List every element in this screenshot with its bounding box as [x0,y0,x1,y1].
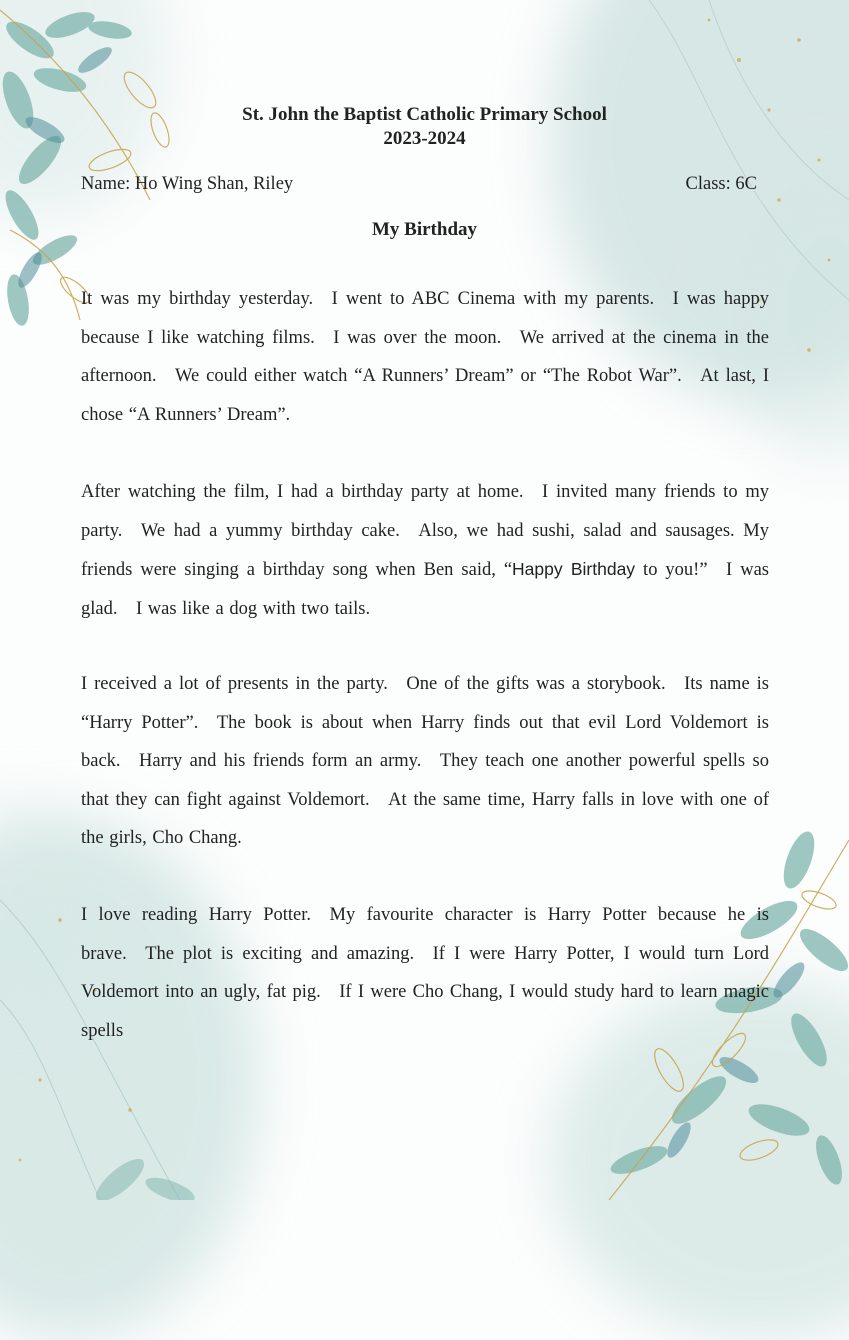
essay-paragraph-3: I received a lot of presents in the party. One of the gifts was a storybook. Its name is “Harry Potter”. The book is about when Harry finds out that evil Lord Voldemort is back. Harry and his friends form an army. They teach one another powerful spells so that they can fight against Voldemort. At the same time, Harry falls in love with one of the girls, Cho Chang. [81,674,769,848]
essay-title: My Birthday [371,219,478,240]
school-year: 2023-2024 [383,128,466,149]
highlighted-phrase: Happy Birthday [512,559,636,579]
paragraph-2-text: After watching the film, I had a birthday party at home. I invited many friends to my party. We had a yummy birthday cake. Also, we had sushi, salad and sausages. My friends were singing a birthday song when Ben said, “ [81,482,769,580]
student-class: Class: 6C [685,174,757,194]
school-name: St. John the Baptist Catholic Primary School [242,104,607,125]
student-name: Name: Ho Wing Shan, Riley [81,174,294,194]
school-header [0,103,849,151]
essay-paragraph-1: It was my birthday yesterday. I went to ABC Cinema with my parents. I was happy because I like watching films. I was over the moon. We arrived at the cinema in the afternoon. We could either watch “A Runners’ Dream” or “The Robot War”. At last, I chose “A Runners’ Dream”. [81,289,769,425]
essay-paragraph-2 [81,473,769,628]
essay-paragraph-4: I love reading Harry Potter. My favourite character is Harry Potter because he is brave. The plot is exciting and amazing. If I were Harry Potter, I would turn Lord Voldemort into an ugly, fat pig. If I were Cho Chang, I would study hard to learn magic spells [81,905,769,1041]
paragraph-2-tail: to you!” I was glad. I was like a dog with two tails. [81,560,769,619]
